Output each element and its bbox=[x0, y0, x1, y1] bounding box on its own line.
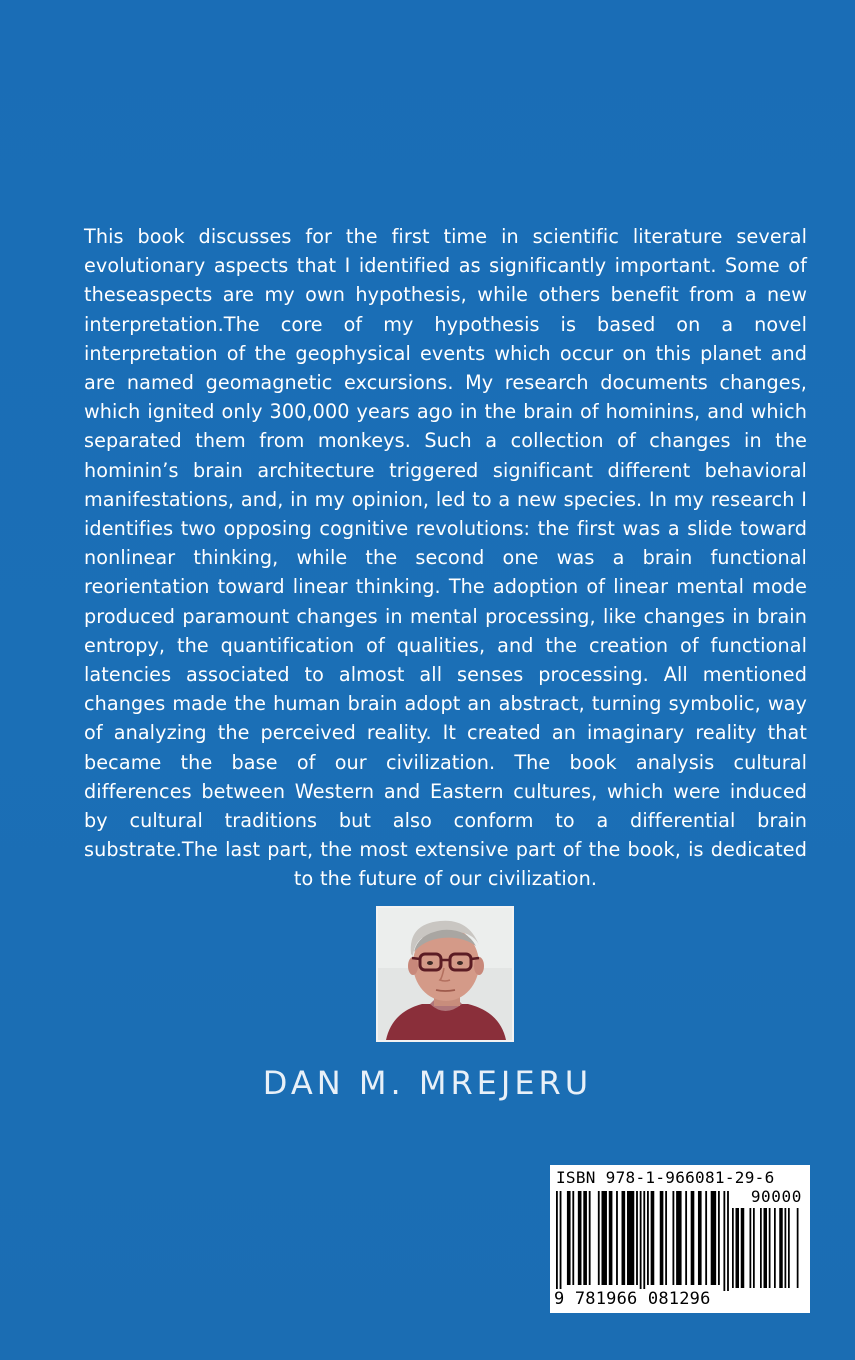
author-photo bbox=[376, 906, 514, 1042]
author-portrait-image bbox=[378, 908, 512, 1040]
barcode-digits: 9 781966 081296 bbox=[554, 1289, 711, 1309]
barcode-addon-bars bbox=[732, 1208, 802, 1292]
barcode-bars bbox=[556, 1191, 730, 1293]
isbn-label: ISBN 978-1-966081-29-6 bbox=[556, 1168, 775, 1187]
isbn-barcode bbox=[550, 1165, 810, 1313]
author-name: DAN M. MREJERU bbox=[262, 1064, 593, 1102]
price-code: 90000 bbox=[750, 1187, 802, 1206]
book-description: This book discusses for the first time in scientific literature several evolutionary aspects that I identified as significantly important. Some of theseaspects are my own hypothesis, while others benefit from a new interpretation.The core of my hypothesis is based on a novel interpretation of the geophysical events which occur on this planet and are named geomagnetic excursions. My research documents changes, which ignited only 300,000 years ago in the brain of hominins, and which separated them from monkeys. Such a collection of changes in the hominin’s brain architecture triggered significant different behavioral manifestations, and, in my opinion, led to a new species. In my research I identifies two opposing cognitive revolutions: the first was a slide toward nonlinear thinking, while the second one was a brain functional reorientation toward linear thinking. The adoption of linear mental mode produced paramount changes in mental processing, like changes in brain entropy, the quantification of qualities, and the creation of functional latencies associated to almost all senses processing. All mentioned changes made the human brain adopt an abstract, turning symbolic, way of analyzing the perceived reality. It created an imaginary reality that became the base of our civilization. The book analysis cultural differences between Western and Eastern cultures, which were induced by cultural traditions but also conform to a differential brain substrate.The last part, the most extensive part of the book, is dedicated to the future of our civilization. bbox=[84, 225, 807, 891]
